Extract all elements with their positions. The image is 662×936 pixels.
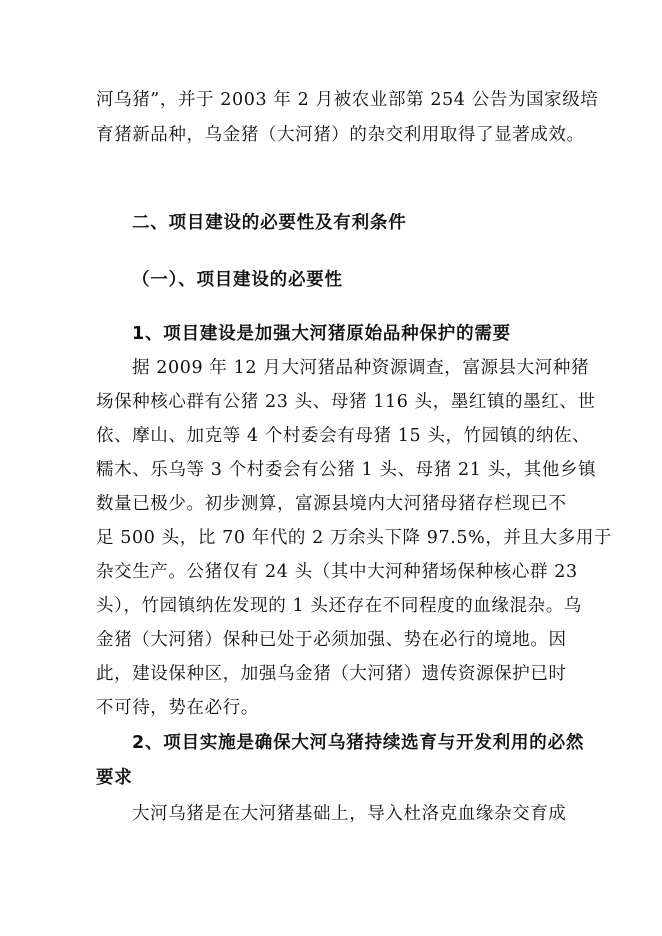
intro-line-1: 河乌猪”，并于 2003 年 2 月被农业部第 254 公告为国家级培	[96, 90, 599, 110]
item1-paragraph-line: 依、摩山、加克等 4 个村委会有母猪 15 头，竹园镇的纳佐、	[96, 426, 591, 446]
item1-paragraph-line: 足 500 头，比 70 年代的 2 万余头下降 97.5%，并且大多用于	[96, 528, 613, 548]
item2-heading-continued: 要求	[96, 768, 133, 788]
item1-paragraph-line: 此，建设保种区，加强乌金猪（大河猪）遗传资源保护已时	[96, 664, 567, 684]
item1-paragraph-line: 数量已极少。初步测算，富源县境内大河猪母猪存栏现已不	[96, 494, 567, 514]
section-heading: 二、项目建设的必要性及有利条件	[132, 213, 407, 233]
item2-paragraph-line: 大河乌猪是在大河猪基础上，导入杜洛克血缘杂交育成	[132, 804, 567, 824]
item1-paragraph-line: 场保种核心群有公猪 23 头、母猪 116 头，墨红镇的墨红、世	[96, 392, 596, 412]
item1-paragraph-line: 杂交生产。公猪仅有 24 头（其中大河种猪场保种核心群 23	[96, 562, 578, 582]
subsection-heading: （一）、项目建设的必要性	[132, 270, 343, 290]
item1-paragraph-line: 不可待，势在必行。	[96, 698, 259, 718]
intro-line-2: 育猪新品种，乌金猪（大河猪）的杂交利用取得了显著成效。	[96, 125, 585, 145]
item1-paragraph-line: 头），竹园镇纳佐发现的 1 头还存在不同程度的血缘混杂。乌	[96, 596, 582, 616]
item1-paragraph-line: 据 2009 年 12 月大河猪品种资源调查，富源县大河种猪	[132, 358, 590, 378]
item2-heading: 2、项目实施是确保大河乌猪持续选育与开发利用的必然	[132, 733, 585, 753]
item1-paragraph-line: 糯木、乐乌等 3 个村委会有公猪 1 头、母猪 21 头，其他乡镇	[96, 460, 597, 480]
item1-paragraph-line: 金猪（大河猪）保种已处于必须加强、势在必行的境地。因	[96, 630, 567, 650]
item1-heading: 1、项目建设是加强大河猪原始品种保护的需要	[132, 324, 511, 344]
